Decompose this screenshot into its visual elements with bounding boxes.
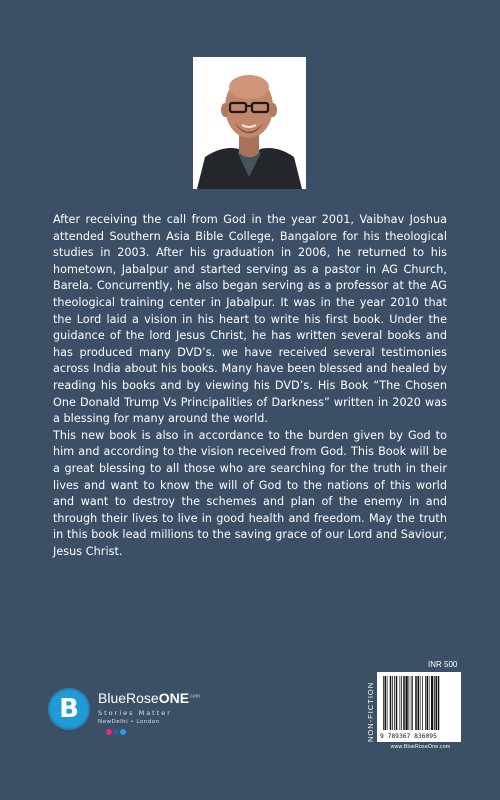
isbn-number: 9 789367 836095 (380, 733, 437, 740)
category-label: NON-FICTION (366, 681, 375, 742)
price-label: INR 500 (428, 660, 458, 669)
publisher-name (98, 690, 200, 706)
publisher-logo (48, 686, 218, 750)
publisher-name-part2: ONE (158, 690, 190, 706)
bio-paragraph-1: After receiving the call from God in the year 2001, Vaibhav Joshua attended Southern Asia Bible College, Bangalore for his theological studies in 2003. After his graduation in 2006, he returned to his hometown, Jabalpur and started serving as a pastor in AG Church, Barela. Concurrently, he also began serving as a professor at the AG theological training center in Jabalpur. It was in the year 2010 that the Lord laid a vision in his heart to write his first book. Under the guidance of the lord Jesus Christ, he has written several books and has produced many DVD’s. we have received several testimonies across India about his books. Many have been blessed and healed by reading his books and by viewing his DVD’s. His Book “The Chosen One Donald Trump Vs Principalities of Darkness” written in 2020 was a blessing for many around the world. (53, 213, 447, 426)
bio-paragraph-2: This new book is also in accordance to the burden given by God to him and according to the vision received from God. This Book will be a great blessing to all those who are searching for the truth in their lives and want to know the will of God to the nations of this world and want to destroy the schemes and plan of the enemy in and through their lives to live in good health and freedom. May the truth in this book lead millions to the saving grace of our Lord and Saviour, Jesus Christ. (53, 428, 447, 558)
publisher-cities: NewDelhi • London (98, 719, 160, 725)
publisher-mark-icon: B (48, 688, 90, 730)
publisher-website: www.BlueRoseOne.com (390, 744, 451, 750)
barcode-bars (377, 672, 461, 732)
publisher-name-part1: BlueRose (98, 690, 159, 706)
author-photo (193, 57, 306, 189)
publisher-tagline: Stories Matter (98, 709, 172, 717)
facebook-icon (113, 729, 119, 735)
author-bio (53, 212, 447, 560)
social-icons (106, 729, 127, 737)
isbn-barcode (377, 672, 461, 742)
instagram-icon (106, 729, 112, 735)
twitter-icon (120, 729, 126, 735)
publisher-name-suffix: .com (189, 693, 200, 700)
